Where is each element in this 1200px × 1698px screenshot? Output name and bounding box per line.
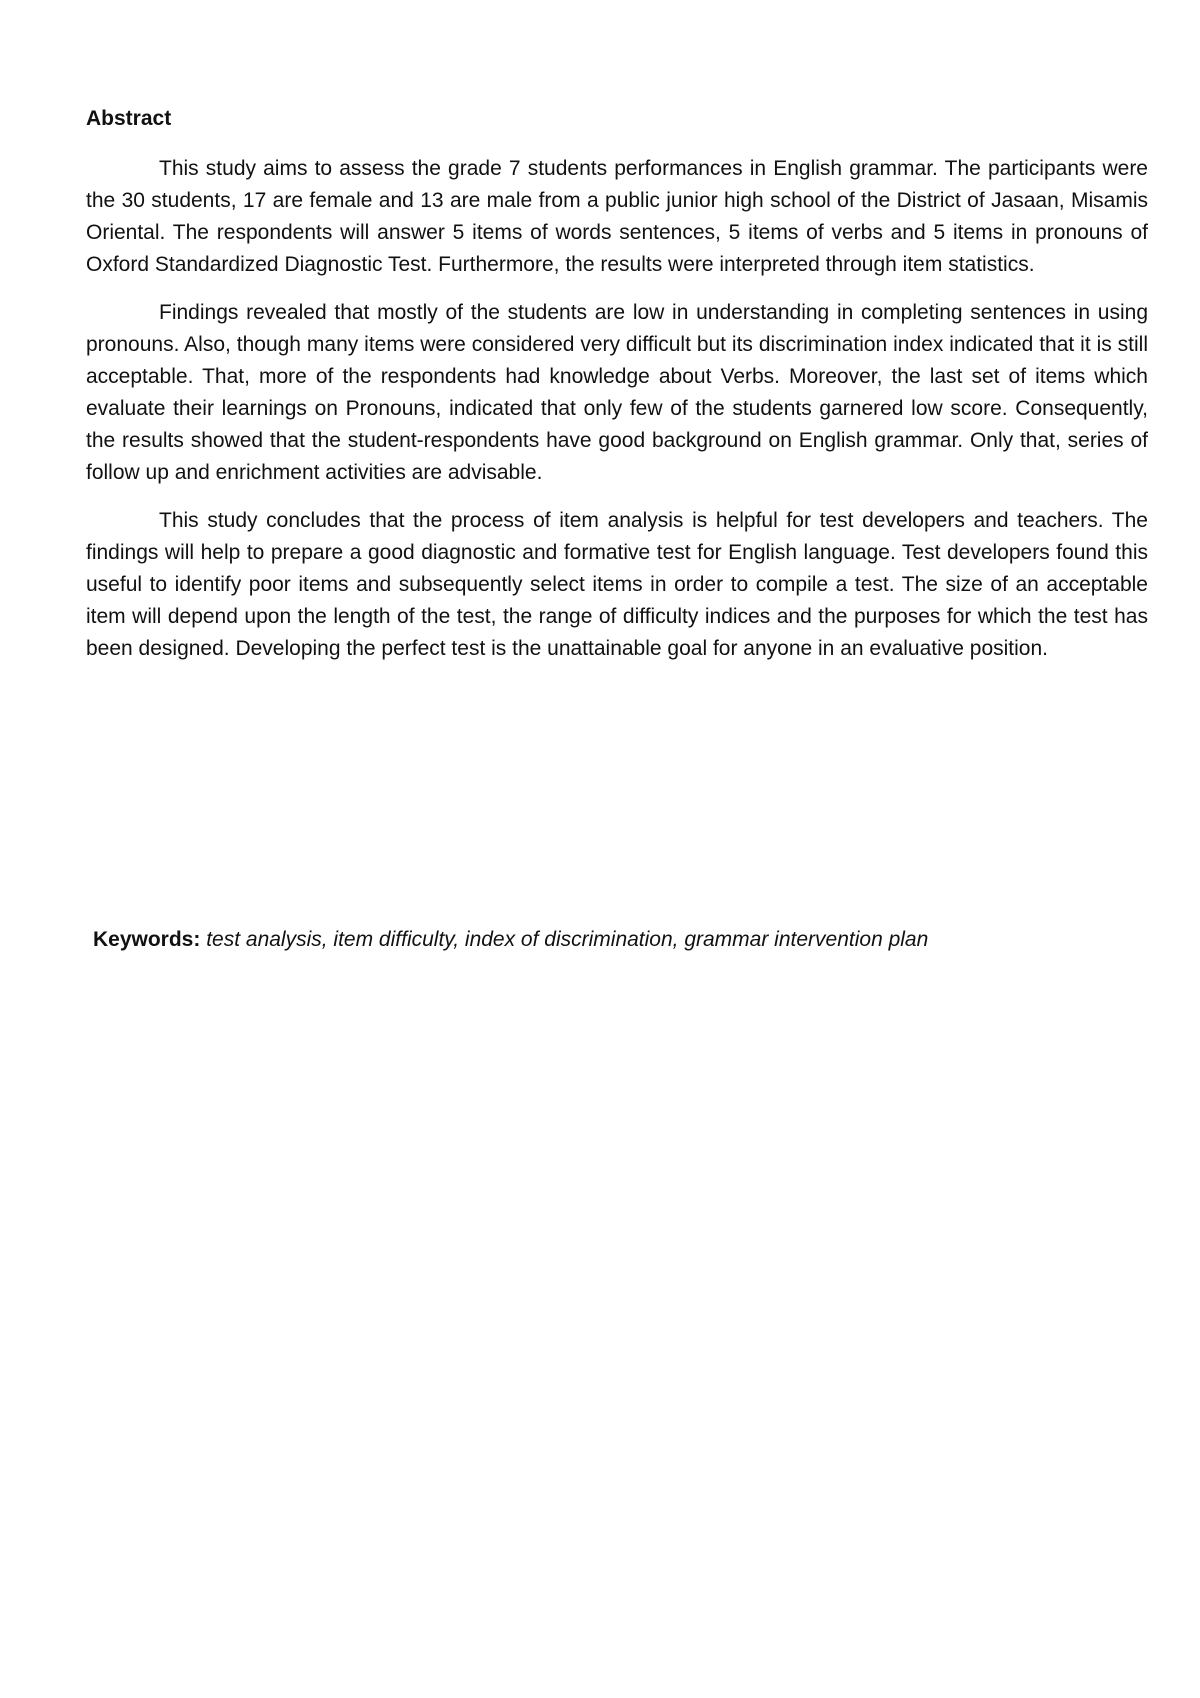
keywords-label: Keywords: (93, 928, 207, 951)
keywords-line (93, 924, 928, 956)
abstract-paragraph-3: This study concludes that the process of item analysis is helpful for test developers and teachers. The findings will help to prepare a good diagnostic and formative test for English language. Test developers found this useful to identify poor items and subsequently select items in order to compile a test. The size of an acceptable item will depend upon the length of the test, the range of difficulty indices and the purposes for which the test has been designed. Developing the perfect test is the unattainable goal for anyone in an evaluative position. (86, 509, 1148, 660)
abstract-paragraph-1: This study aims to assess the grade 7 students performances in English grammar. The participants were the 30 students, 17 are female and 13 are male from a public junior high school of the District of Jasaan, Misamis Oriental. The respondents will answer 5 items of words sentences, 5 items of verbs and 5 items in pronouns of Oxford Standardized Diagnostic Test. Furthermore, the results were interpreted through item statistics. (86, 157, 1148, 276)
abstract-section (86, 104, 1148, 681)
abstract-paragraph-2: Findings revealed that mostly of the students are low in understanding in completing sentences in using pronouns. Also, though many items were considered very difficult but its discrimination index indicated that it is still acceptable. That, more of the respondents had knowledge about Verbs. Moreover, the last set of items which evaluate their learnings on Pronouns, indicated that only few of the students garnered low score. Consequently, the results showed that the student-respondents have good background on English grammar. Only that, series of follow up and enrichment activities are advisable. (86, 301, 1148, 484)
abstract-heading: Abstract (86, 107, 172, 130)
keywords-values: test analysis, item difficulty, index of discrimination, grammar intervention plan (206, 928, 929, 951)
